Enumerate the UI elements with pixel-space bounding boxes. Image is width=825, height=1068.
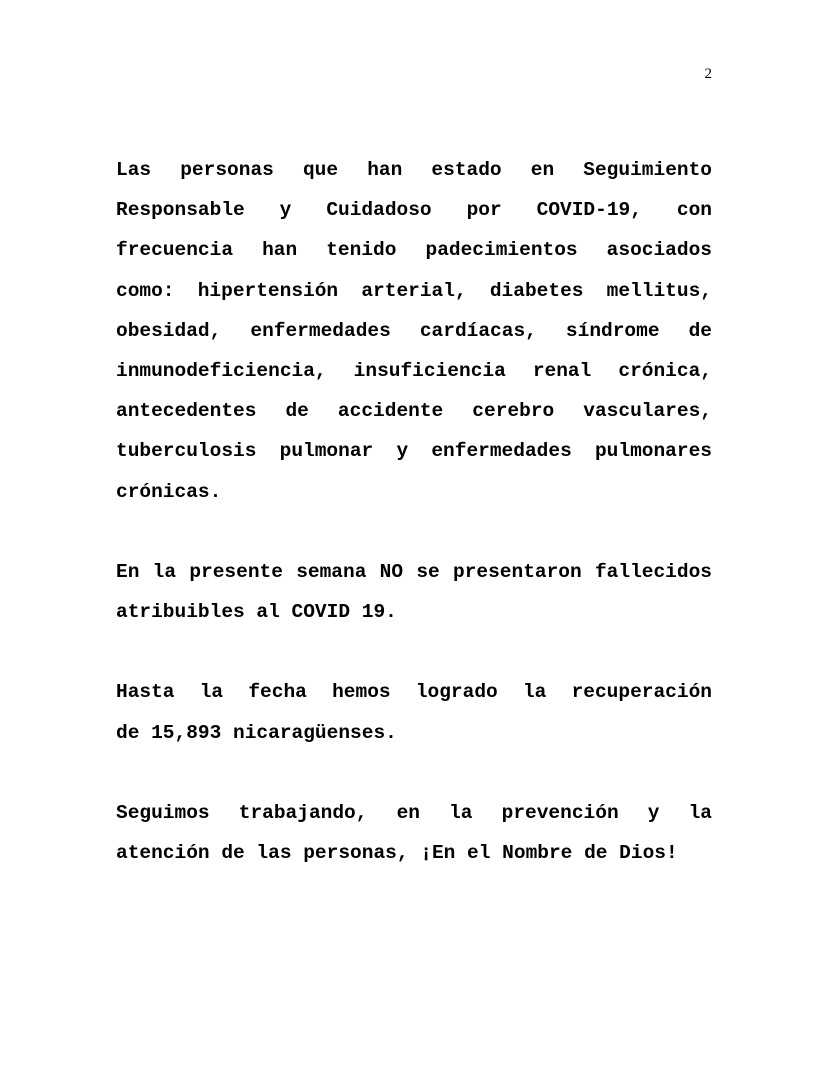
text-line: obesidad, enfermedades cardíacas, síndrome de	[116, 319, 712, 342]
text-line: inmunodeficiencia, insuficiencia renal crónica,	[116, 359, 712, 382]
text-line: atribuibles al COVID 19.	[116, 601, 397, 624]
text-line: atención de las personas, ¡En el Nombre de Dios!	[116, 842, 678, 865]
text-line: antecedentes de accidente cerebro vasculares,	[116, 400, 712, 423]
paragraph-deaths	[116, 552, 712, 632]
text-line: En la presente semana NO se presentaron fallecidos	[116, 560, 712, 583]
paragraph-comorbidities	[116, 150, 712, 512]
text-line: Las personas que han estado en Seguimiento	[116, 159, 712, 181]
text-line: frecuencia han tenido padecimientos asociados	[116, 239, 712, 262]
document-body	[116, 150, 712, 914]
paragraph-recoveries	[116, 672, 712, 752]
text-line: Responsable y Cuidadoso por COVID-19, con	[116, 199, 712, 222]
paragraph-closing	[116, 793, 712, 873]
text-line: tuberculosis pulmonar y enfermedades pulmonares	[116, 440, 712, 463]
text-line: Seguimos trabajando, en la prevención y la	[116, 802, 712, 824]
page-number: 2	[704, 66, 712, 82]
text-line: Hasta la fecha hemos logrado la recuperación	[116, 681, 712, 704]
text-line: como: hipertensión arterial, diabetes mellitus,	[116, 279, 712, 302]
text-line: crónicas.	[116, 480, 222, 503]
text-line: de 15,893 nicaragüenses.	[116, 721, 397, 744]
